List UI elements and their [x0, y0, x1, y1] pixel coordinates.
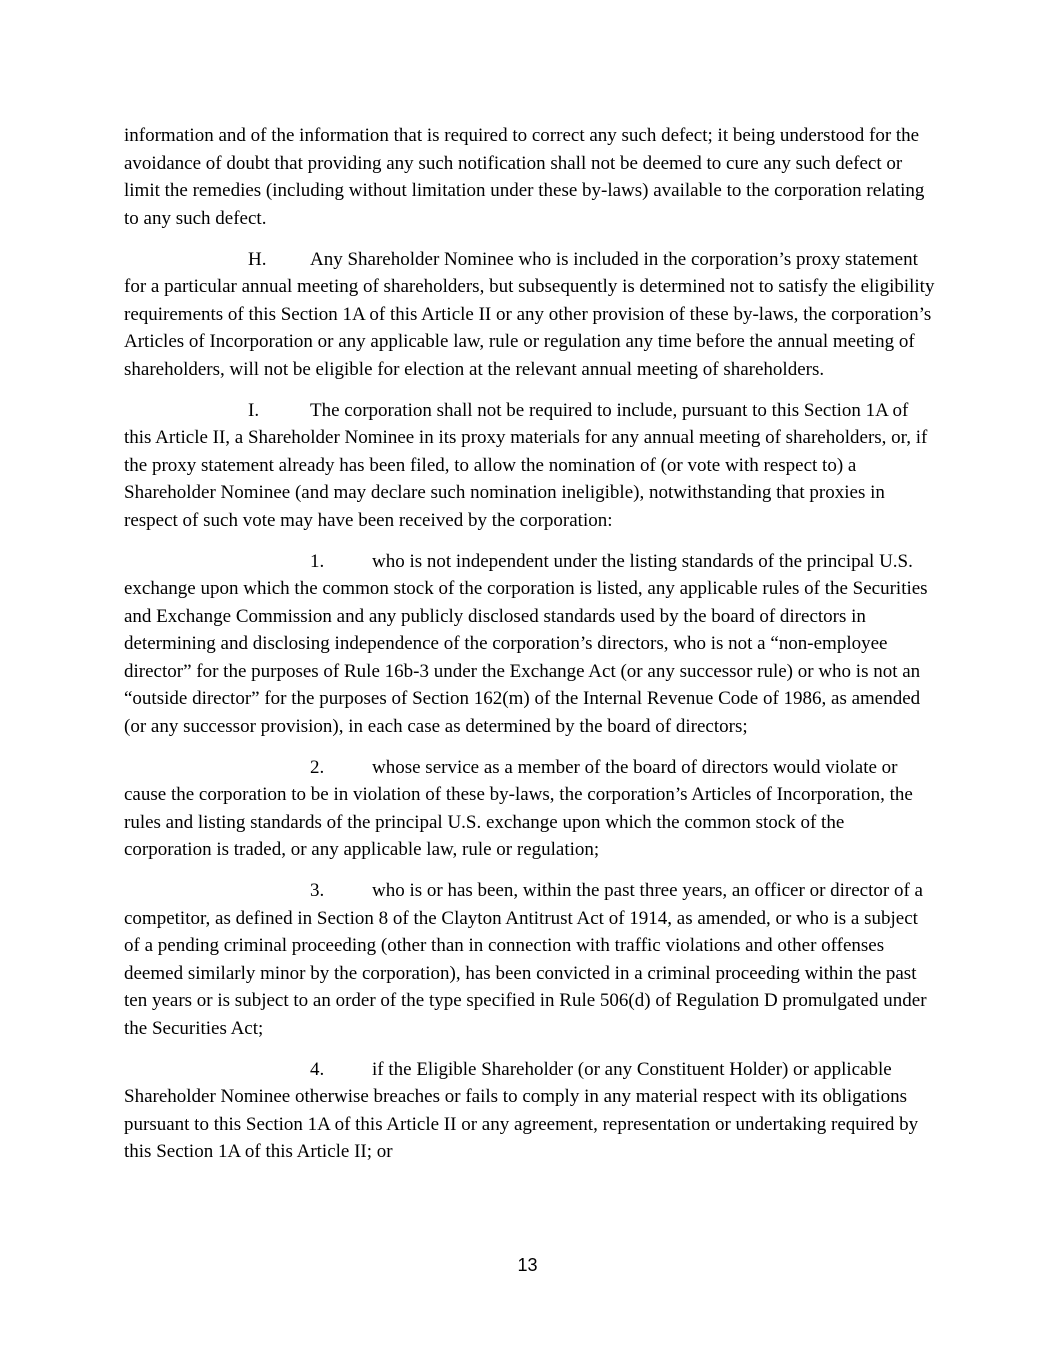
list-item-1	[124, 548, 935, 741]
paragraph-text: information and of the information that is required to correct any such defect; it being understood for the avoidance of doubt that providing any such notification shall not be deemed to cure any such defect or limit the remedies (including without limitation under these by-laws) available to the corporation relating to any such defect.	[124, 125, 925, 229]
list-item-number: 4.	[310, 1058, 325, 1080]
list-item-text: if the Eligible Shareholder (or any Constituent Holder) or applicable Shareholder Nominee otherwise breaches or fails to comply in any material respect with its obligations pursuant to this Section 1A of this Article II or any agreement, representation or undertaking required by this Section 1A of this Article II; or	[124, 1058, 919, 1162]
list-item-3	[124, 877, 935, 1042]
list-item-2	[124, 754, 935, 864]
page-number: 13	[517, 1255, 538, 1275]
document-body	[124, 122, 935, 1179]
paragraph-continuation	[124, 122, 935, 232]
paragraph-i	[124, 397, 935, 535]
list-item-text: who is not independent under the listing standards of the principal U.S. exchange upon which the common stock of the corporation is listed, any applicable rules of the Securities and Exchange Commission and any publicly disclosed standards used by the board of directors in determining and disclosing independence of the corporation’s directors, who is not a “non-employee director” for the purposes of Rule 16b-3 under the Exchange Act (or any successor rule) or who is not an “outside director” for the purposes of Section 162(m) of the Internal Revenue Code of 1986, as amended (or any successor provision), in each case as determined by the board of directors;	[124, 550, 928, 737]
paragraph-text: The corporation shall not be required to include, pursuant to this Section 1A of this Article II, a Shareholder Nominee in its proxy materials for any annual meeting of shareholders, or, if the proxy statement already has been filed, to allow the nomination of (or vote with respect to) a Shareholder Nominee (and may declare such nomination ineligible), notwithstanding that proxies in respect of such vote may have been received by the corporation:	[124, 399, 928, 531]
list-item-number: 3.	[310, 880, 325, 901]
paragraph-label: H.	[248, 248, 267, 270]
list-item-4	[124, 1056, 935, 1166]
paragraph-label: I.	[248, 399, 260, 421]
list-item-text: who is or has been, within the past three years, an officer or director of a competitor, as defined in Section 8 of the Clayton Antitrust Act of 1914, as amended, or who is a subject of a pending criminal proceeding (other than in connection with traffic violations and other offenses deemed similarly minor by the corporation), has been convicted in a criminal proceeding within the past ten years or is subject to an order of the type specified in Rule 506(d) of Regulation D promulgated under the Securities Act;	[124, 880, 927, 1039]
list-item-text: whose service as a member of the board of directors would violate or cause the corporation to be in violation of these by-laws, the corporation’s Articles of Incorporation, the rules and listing standards of the principal U.S. exchange upon which the common stock of the corporation is traded, or any applicable law, rule or regulation;	[124, 756, 913, 860]
list-item-number: 2.	[310, 756, 325, 778]
list-item-number: 1.	[310, 550, 325, 572]
paragraph-text: Any Shareholder Nominee who is included in the corporation’s proxy statement for a particular annual meeting of shareholders, but subsequently is determined not to satisfy the eligibility requirements of this Section 1A of this Article II or any other provision of these by-laws, the corporation’s Articles of Incorporation or any applicable law, rule or regulation any time before the annual meeting of shareholders, will not be eligible for election at the relevant annual meeting of shareholders.	[124, 248, 935, 380]
paragraph-h	[124, 246, 935, 384]
